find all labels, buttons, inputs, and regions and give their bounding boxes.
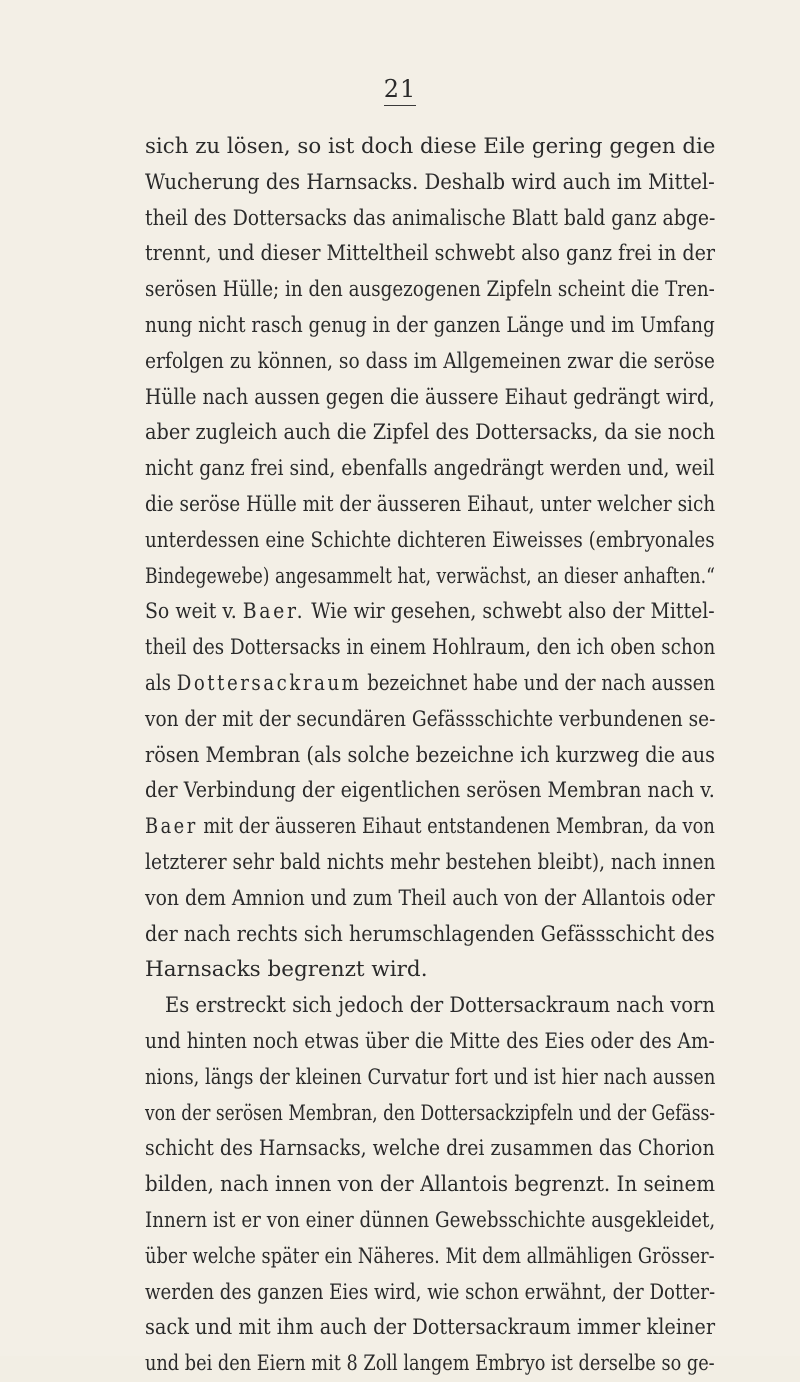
text-line: nung nicht rasch genug in der ganzen Länge und im Umfang xyxy=(145,312,715,338)
text-line: theil des Dottersacks das animalische Blatt bald ganz abge- xyxy=(145,205,716,231)
text-line: von der mit der secundären Gefässschichte verbundenen se- xyxy=(145,706,716,732)
text-line: Harnsacks begrenzt wird. xyxy=(145,957,428,983)
text-line: werden des ganzen Eies wird, wie schon erwähnt, der Dotter- xyxy=(145,1279,716,1305)
text-line: von dem Amnion und zum Theil auch von der Allantois oder xyxy=(145,885,715,911)
text-line: nions, längs der kleinen Curvatur fort und ist hier nach aussen xyxy=(145,1064,716,1090)
text-line: rösen Membran (als solche bezeichne ich kurzweg die aus xyxy=(145,742,715,768)
text-line: der Verbindung der eigentlichen serösen Membran nach v. xyxy=(145,778,715,804)
text-line: Bindegewebe) angesammelt hat, verwächst, an dieser anhaften.“ xyxy=(145,563,715,589)
text-line: sich zu lösen, so ist doch diese Eile gering gegen die xyxy=(145,134,716,159)
text-line: trennt, und dieser Mitteltheil schwebt also ganz frei in der xyxy=(145,241,716,267)
text-line: aber zugleich auch die Zipfel des Dottersacks, da sie noch xyxy=(145,420,716,446)
text-line: So weit v. Baer. Wie wir gesehen, schwebt also der Mittel- xyxy=(145,599,715,625)
text-line: als Dottersackraum bezeichnet habe und der nach aussen xyxy=(145,670,716,696)
text-line: erfolgen zu können, so dass im Allgemeinen zwar die seröse xyxy=(145,348,715,374)
text-line: über welche später ein Näheres. Mit dem allmähligen Grösser- xyxy=(145,1243,715,1269)
text-line: bilden, nach innen von der Allantois begrenzt. In seinem xyxy=(145,1172,716,1198)
text-line: von der serösen Membran, den Dottersackzipfeln und der Gefäss- xyxy=(145,1100,715,1126)
text-line: nicht ganz frei sind, ebenfalls angedrängt werden und, weil xyxy=(145,456,715,482)
text-line: serösen Hülle; in den ausgezogenen Zipfeln scheint die Tren- xyxy=(145,277,715,303)
text-line: Baer mit der äusseren Eihaut entstandenen Membran, da von xyxy=(145,814,715,840)
text-line: Hülle nach aussen gegen die äussere Eihaut gedrängt wird, xyxy=(145,384,715,410)
text-line: Es erstreckt sich jedoch der Dottersackraum nach vorn xyxy=(165,993,715,1019)
text-line: Innern ist er von einer dünnen Gewebsschichte ausgekleidet, xyxy=(145,1207,716,1233)
text-line: schicht des Harnsacks, welche drei zusammen das Chorion xyxy=(145,1136,715,1162)
text-line: Wucherung des Harnsacks. Deshalb wird auch im Mittel- xyxy=(145,169,715,195)
body-text xyxy=(145,129,715,1382)
text-line: theil des Dottersacks in einem Hohlraum, den ich oben schon xyxy=(145,635,716,661)
page-number: 21 xyxy=(0,75,800,106)
text-line: und hinten noch etwas über die Mitte des Eies oder des Am- xyxy=(145,1028,715,1054)
text-line: unterdessen eine Schichte dichteren Eiweisses (embryonales xyxy=(145,527,715,553)
text-line: der nach rechts sich herumschlagenden Gefässschicht des xyxy=(145,921,715,947)
text-line: die seröse Hülle mit der äusseren Eihaut, unter welcher sich xyxy=(145,491,716,517)
text-line: und bei den Eiern mit 8 Zoll langem Embryo ist derselbe so ge- xyxy=(145,1351,715,1377)
text-line: sack und mit ihm auch der Dottersackraum immer kleiner xyxy=(145,1315,716,1341)
text-line: letzterer sehr bald nichts mehr bestehen bleibt), nach innen xyxy=(145,849,716,875)
